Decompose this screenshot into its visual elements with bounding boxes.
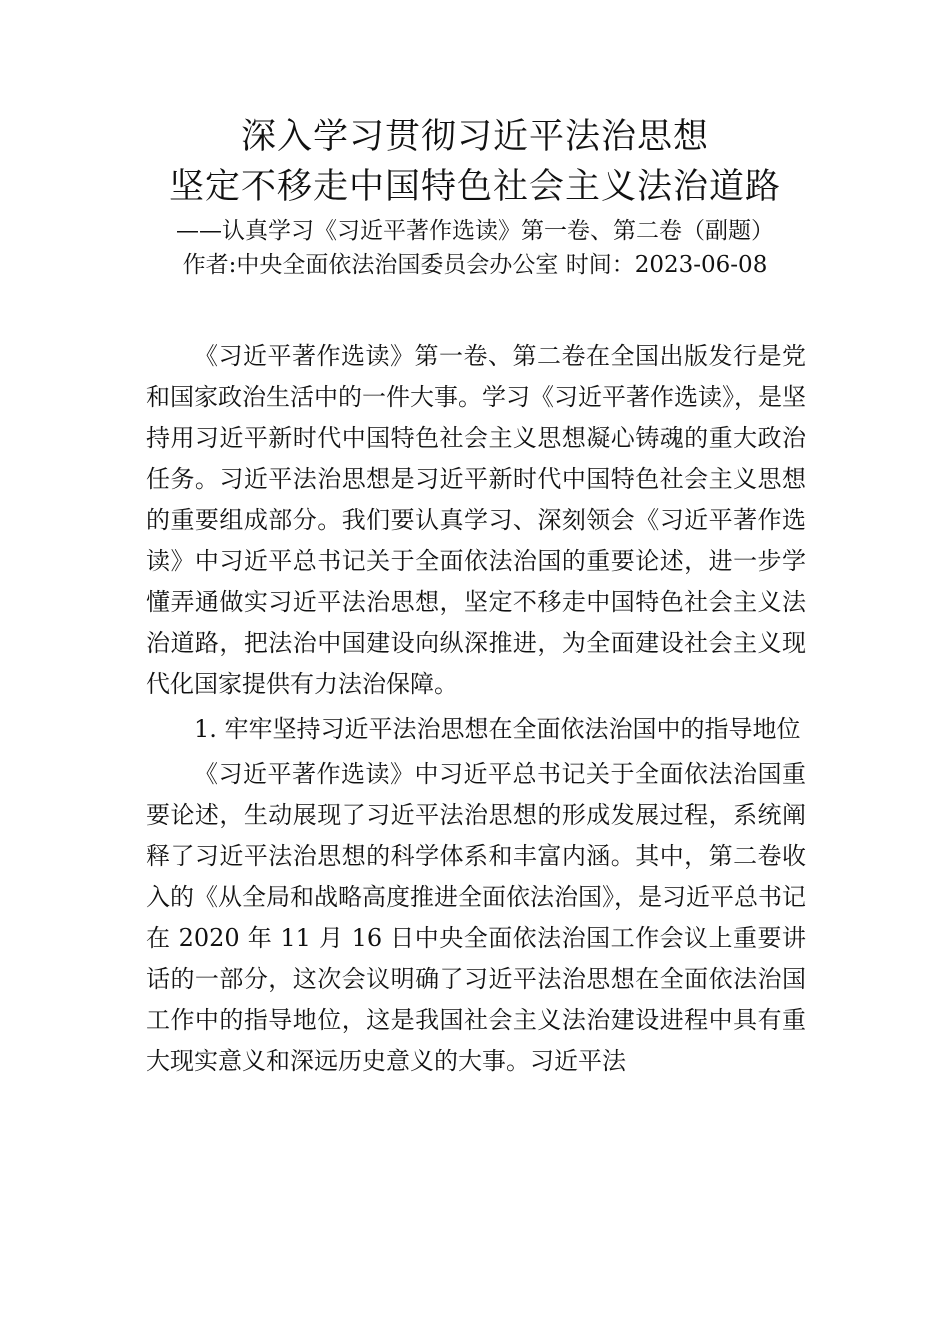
paragraph-1: 《习近平著作选读》第一卷、第二卷在全国出版发行是党和国家政治生活中的一件大事。学习《习近平著作选读》，是坚持用习近平新时代中国特色社会主义思想凝心铸魂的重大政治任务。习近平法治思想是习近平新时代中国特色社会主义思想的重要组成部分。我们要认真学习、深刻领会《习近平著作选读》中习近平总书记关于全面依法治国的重要论述，进一步学懂弄通做实习近平法治思想，坚定不移走中国特色社会主义法治道路，把法治中国建设向纵深推进，为全面建设社会主义现代化国家提供有力法治保障。 — [146, 342, 806, 698]
article-body — [146, 336, 806, 1082]
title-line-2: 坚定不移走中国特色社会主义法治道路 — [168, 167, 781, 207]
title-line-1: 深入学习贯彻习近平法治思想 — [240, 117, 709, 157]
subtitle: ——认真学习《习近平著作选读》第一卷、第二卷（副题） — [176, 218, 774, 244]
section-heading-1: 1. 牢牢坚持习近平法治思想在全面依法治国中的指导地位 — [194, 715, 801, 743]
author-date-line: 作者:中央全面依法治国委员会办公室 时间：2023-06-08 — [182, 252, 768, 278]
paragraph-2: 《习近平著作选读》中习近平总书记关于全面依法治国重要论述，生动展现了习近平法治思想的形成发展过程，系统阐释了习近平法治思想的科学体系和丰富内涵。其中，第二卷收入的《从全局和战略高度推进全面依法治国》，是习近平总书记在 2020 年 11 月 16 日中央全面依法治国工作会议上重要讲话的一部分，这次会议明确了习近平法治思想在全面依法治国工作中的指导地位，这是我国社会主义法治建设进程中具有重大现实意义和深远历史意义的大事。习近平法 — [146, 760, 806, 1075]
title-block — [0, 112, 950, 282]
